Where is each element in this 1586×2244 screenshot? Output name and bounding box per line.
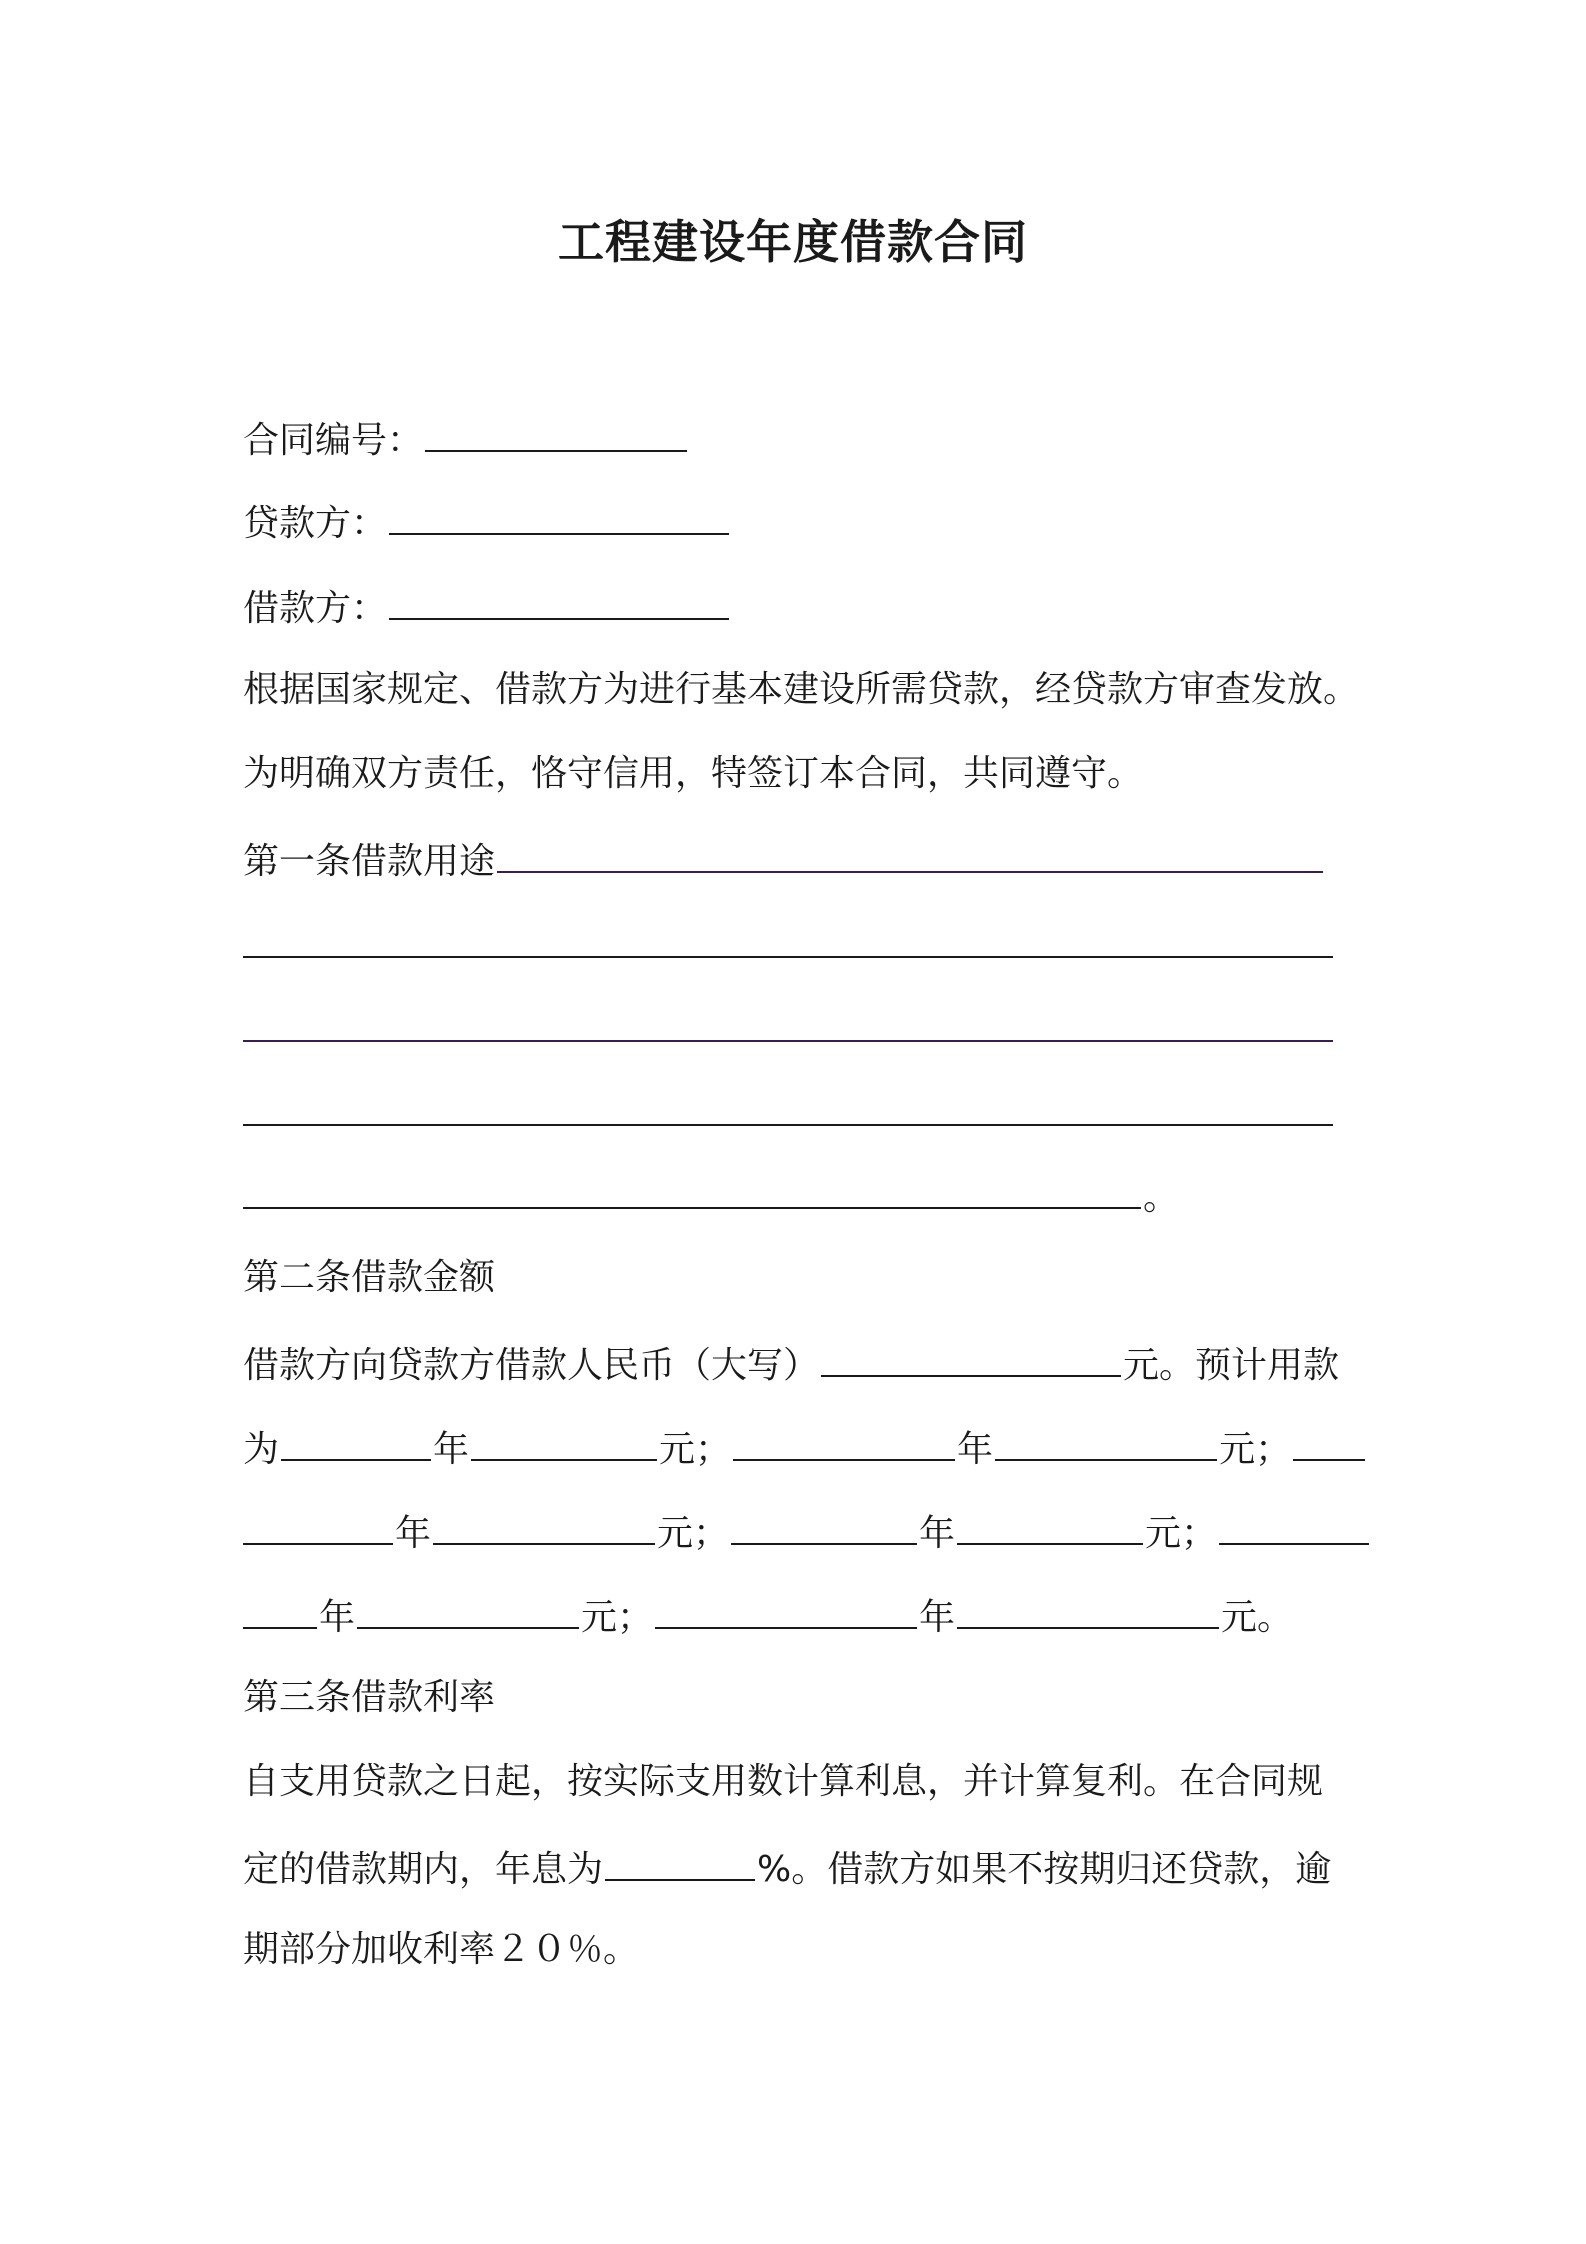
schedule-amount-blank-4[interactable] bbox=[957, 1505, 1143, 1545]
interest-rate-prefix: 定的借款期内，年息为 bbox=[243, 1849, 604, 1890]
interest-line-3: 期部分加收利率２０％。 bbox=[243, 1929, 640, 1970]
schedule-line-1 bbox=[243, 1421, 1367, 1475]
schedule-yuan-1: 元； bbox=[659, 1429, 732, 1470]
schedule-year-3: 年 bbox=[395, 1513, 432, 1554]
schedule-yuan-end: 元。 bbox=[1221, 1597, 1294, 1638]
schedule-year-blank-4[interactable] bbox=[731, 1505, 917, 1545]
purpose-blank-1[interactable] bbox=[497, 833, 1323, 873]
interest-line-2 bbox=[243, 1841, 1331, 1895]
schedule-amount-blank-5[interactable] bbox=[357, 1589, 579, 1629]
schedule-amount-blank-2[interactable] bbox=[995, 1421, 1217, 1461]
lender-label: 贷款方： bbox=[243, 503, 388, 544]
schedule-amount-blank-1[interactable] bbox=[471, 1421, 657, 1461]
article-3-heading: 第三条借款利率 bbox=[243, 1677, 496, 1718]
document-title: 工程建设年度借款合同 bbox=[558, 215, 1028, 269]
schedule-amount-blank-3[interactable] bbox=[433, 1505, 655, 1545]
schedule-year-2: 年 bbox=[957, 1429, 994, 1470]
schedule-wei: 为 bbox=[243, 1429, 280, 1470]
borrower-label: 借款方： bbox=[243, 588, 388, 629]
purpose-blank-5[interactable] bbox=[243, 1169, 1141, 1209]
schedule-year-6: 年 bbox=[919, 1597, 956, 1638]
article-1-heading-line bbox=[243, 833, 1325, 887]
purpose-blank-4[interactable] bbox=[243, 1124, 1333, 1126]
purpose-last-line bbox=[243, 1169, 1179, 1223]
schedule-year-blank-3a[interactable] bbox=[1293, 1421, 1365, 1461]
amount-blank[interactable] bbox=[821, 1337, 1121, 1377]
preamble-line-1: 根据国家规定、借款方为进行基本建设所需贷款，经贷款方审查发放。 bbox=[243, 669, 1360, 710]
schedule-year-4: 年 bbox=[919, 1513, 956, 1554]
schedule-year-blank-1[interactable] bbox=[281, 1421, 431, 1461]
schedule-year-blank-3b[interactable] bbox=[243, 1505, 393, 1545]
schedule-year-blank-5b[interactable] bbox=[243, 1589, 317, 1629]
schedule-yuan-3: 元； bbox=[657, 1513, 730, 1554]
schedule-amount-blank-6[interactable] bbox=[957, 1589, 1219, 1629]
amount-suffix: 元。预计用款 bbox=[1123, 1345, 1340, 1386]
interest-line-1: 自支用贷款之日起，按实际支用数计算利息，并计算复利。在合同规 bbox=[243, 1761, 1324, 1802]
preamble-line-2: 为明确双方责任，恪守信用，特签订本合同，共同遵守。 bbox=[243, 753, 1144, 794]
schedule-year-5: 年 bbox=[319, 1597, 356, 1638]
lender-blank[interactable] bbox=[389, 495, 729, 535]
schedule-year-blank-6[interactable] bbox=[655, 1589, 917, 1629]
purpose-end-mark: 。 bbox=[1143, 1177, 1180, 1218]
schedule-yuan-5: 元； bbox=[581, 1597, 654, 1638]
contract-number-line bbox=[243, 412, 689, 466]
borrower-line bbox=[243, 580, 731, 634]
schedule-yuan-4: 元； bbox=[1145, 1513, 1218, 1554]
article-2-heading: 第二条借款金额 bbox=[243, 1257, 496, 1298]
schedule-line-2 bbox=[243, 1505, 1371, 1559]
amount-line bbox=[243, 1337, 1339, 1391]
schedule-year-blank-5a[interactable] bbox=[1219, 1505, 1369, 1545]
article-1-heading: 第一条借款用途 bbox=[243, 841, 496, 882]
amount-prefix: 借款方向贷款方借款人民币（大写） bbox=[243, 1345, 820, 1386]
contract-number-label: 合同编号： bbox=[243, 420, 424, 461]
interest-rate-suffix: %。借款方如果不按期归还贷款，逾 bbox=[757, 1849, 1332, 1890]
purpose-blank-2[interactable] bbox=[243, 956, 1333, 958]
lender-line bbox=[243, 495, 731, 549]
schedule-yuan-2: 元； bbox=[1219, 1429, 1292, 1470]
purpose-blank-3[interactable] bbox=[243, 1040, 1333, 1042]
contract-number-blank[interactable] bbox=[425, 412, 687, 452]
borrower-blank[interactable] bbox=[389, 580, 729, 620]
schedule-line-3 bbox=[243, 1589, 1293, 1643]
schedule-year-1: 年 bbox=[433, 1429, 470, 1470]
interest-rate-blank[interactable] bbox=[605, 1841, 755, 1881]
schedule-year-blank-2[interactable] bbox=[733, 1421, 955, 1461]
